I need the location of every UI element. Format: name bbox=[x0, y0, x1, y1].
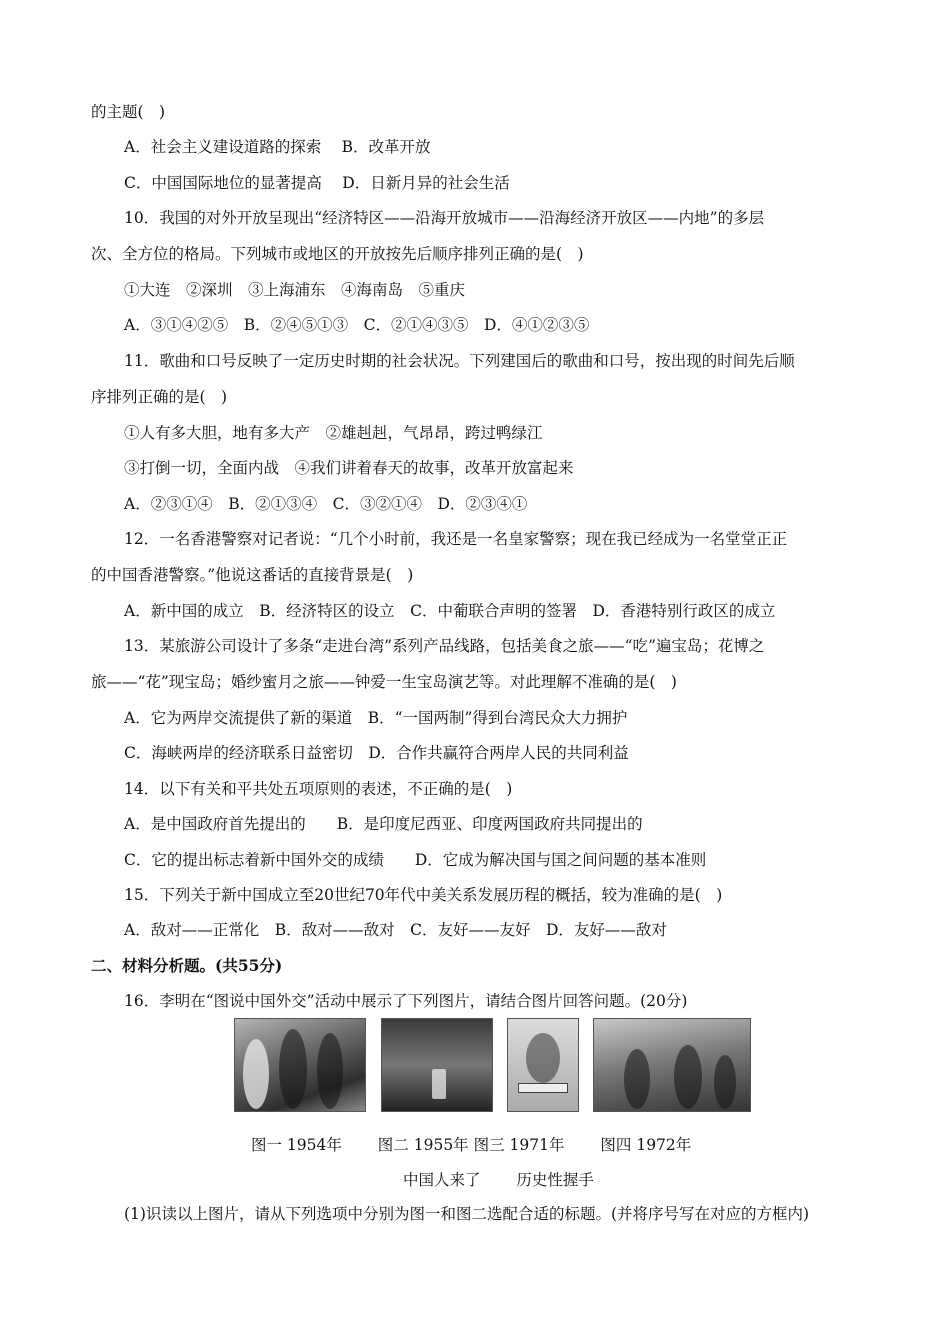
text-line: A．是中国政府首先提出的 B．是印度尼西亚、印度两国政府共同提出的 bbox=[124, 815, 643, 833]
text-line: 12．一名香港警察对记者说：“几个小时前，我还是一名皇家警察；现在我已经成为一名堂堂正正 bbox=[124, 530, 788, 548]
text-line: 11．歌曲和口号反映了一定历史时期的社会状况。下列建国后的歌曲和口号，按出现的时间先后顺 bbox=[124, 352, 795, 370]
text-line: C．海峡两岸的经济联系日益密切 D．合作共赢符合两岸人民的共同利益 bbox=[124, 744, 629, 762]
text-line: 的中国香港警察。”他说这番话的直接背景是( ) bbox=[91, 566, 414, 584]
text-line: A．新中国的成立 B．经济特区的设立 C．中葡联合声明的签署 D．香港特别行政区的成立 bbox=[124, 602, 776, 620]
figure-caption-row1: 图一 1954年 图二 1955年 图三 1971年 图四 1972年 bbox=[251, 1136, 692, 1154]
text-line: 15．下列关于新中国成立至20世纪70年代中美关系发展历程的概括，较为准确的是( ) bbox=[124, 886, 723, 904]
text-line: C．中国国际地位的显著提高 D．日新月异的社会生活 bbox=[124, 174, 510, 192]
text-line: ③打倒一切，全面内战 ④我们讲着春天的故事，改革开放富起来 bbox=[124, 459, 574, 477]
text-line: A．③①④②⑤ B．②④⑤①③ C．②①④③⑤ D．④①②③⑤ bbox=[124, 316, 590, 334]
text-line: 16．李明在“图说中国外交”活动中展示了下列图片，请结合图片回答问题。(20分) bbox=[124, 992, 688, 1010]
text-line: 的主题( ) bbox=[91, 103, 166, 121]
text-line: 14．以下有关和平共处五项原则的表述，不正确的是( ) bbox=[124, 780, 513, 798]
text-line: 10．我国的对外开放呈现出“经济特区——沿海开放城市——沿海经济开放区——内地”的多层 bbox=[124, 209, 765, 227]
text-line: 13．某旅游公司设计了多条“走进台湾”系列产品线路，包括美食之旅——“吃”遍宝岛；花博之 bbox=[124, 637, 765, 655]
text-line: A．社会主义建设道路的探索 B．改革开放 bbox=[124, 138, 431, 156]
figure-caption-row2: 中国人来了 历史性握手 bbox=[403, 1171, 594, 1189]
photo-1972 bbox=[593, 1018, 751, 1112]
text-line: 旅——“花”现宝岛；婚纱蜜月之旅——钟爱一生宝岛演艺等。对此理解不准确的是( ) bbox=[91, 673, 677, 691]
text-line: A．②③①④ B．②①③④ C．③②①④ D．②③④① bbox=[124, 495, 528, 513]
text-line: 次、全方位的格局。下列城市或地区的开放按先后顺序排列正确的是( ) bbox=[91, 245, 584, 263]
text-line: A．它为两岸交流提供了新的渠道 B．“一国两制”得到台湾民众大力拥护 bbox=[124, 709, 628, 727]
text-line: 序排列正确的是( ) bbox=[91, 388, 228, 406]
photo-1971 bbox=[507, 1018, 579, 1112]
text-line: ①人有多大胆，地有多大产 ②雄赳赳，气昂昂，跨过鸭绿江 bbox=[124, 424, 543, 442]
text-line: A．敌对——正常化 B．敌对——敌对 C．友好——友好 D．友好——敌对 bbox=[124, 921, 667, 939]
text-line: ①大连 ②深圳 ③上海浦东 ④海南岛 ⑤重庆 bbox=[124, 281, 466, 299]
photo-1954 bbox=[234, 1018, 366, 1112]
question-16-part1: (1)识读以上图片，请从下列选项中分别为图一和图二选配合适的标题。(并将序号写在对应的方框内) bbox=[124, 1205, 810, 1223]
text-line: 二、材料分析题。(共55分) bbox=[91, 956, 283, 975]
text-line: C．它的提出标志着新中国外交的成绩 D．它成为解决国与国之间问题的基本准则 bbox=[124, 851, 707, 869]
photo-1955 bbox=[381, 1018, 493, 1112]
